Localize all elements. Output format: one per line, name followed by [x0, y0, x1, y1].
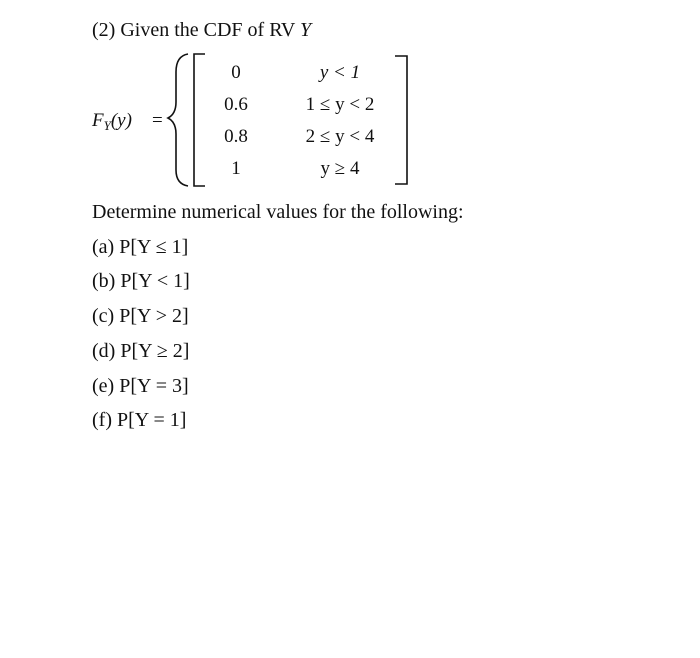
- part-expression: P[Y ≥ 2]: [120, 340, 190, 362]
- cdf-value-row-1: 0: [231, 62, 241, 83]
- part-label: (a): [92, 236, 115, 258]
- cdf-function-symbol: F: [92, 110, 104, 131]
- part-label: (b): [92, 270, 116, 292]
- cdf-condition-row-2: 1 ≤ y < 2: [305, 94, 375, 115]
- part-expression: P[Y = 3]: [119, 375, 189, 397]
- question-part-b: [92, 271, 190, 291]
- heading-variable: Y: [300, 19, 312, 41]
- heading-text: (2) Given the CDF of RV: [92, 19, 301, 41]
- part-label: (e): [92, 375, 115, 397]
- cdf-value-row-4: 1: [231, 158, 241, 179]
- instruction-text: Determine numerical values for the following:: [92, 201, 464, 223]
- question-part-e: [92, 376, 189, 396]
- cdf-subscript: Y: [103, 118, 111, 133]
- cdf-condition-row-4: y ≥ 4: [320, 158, 360, 179]
- part-label: (f): [92, 409, 112, 431]
- cdf-argument: (y): [110, 110, 132, 131]
- question-part-a: [92, 237, 188, 257]
- part-label: (d): [92, 340, 116, 362]
- cdf-condition-row-1: y < 1: [319, 62, 361, 83]
- part-expression: P[Y > 2]: [119, 305, 189, 327]
- question-part-c: [92, 306, 189, 326]
- part-expression: P[Y = 1]: [116, 409, 187, 431]
- left-square-bracket: [194, 54, 205, 186]
- cdf-value-row-2: 0.6: [224, 94, 248, 115]
- cdf-equals-sign: =: [152, 110, 163, 131]
- part-expression: P[Y < 1]: [120, 270, 190, 292]
- question-part-f: [92, 410, 186, 430]
- left-curly-brace: [168, 54, 188, 186]
- question-part-d: [92, 341, 189, 361]
- cdf-condition-row-3: 2 ≤ y < 4: [305, 126, 375, 147]
- cdf-value-row-3: 0.8: [224, 126, 248, 147]
- part-label: (c): [92, 305, 115, 327]
- part-expression: P[Y ≤ 1]: [119, 236, 189, 258]
